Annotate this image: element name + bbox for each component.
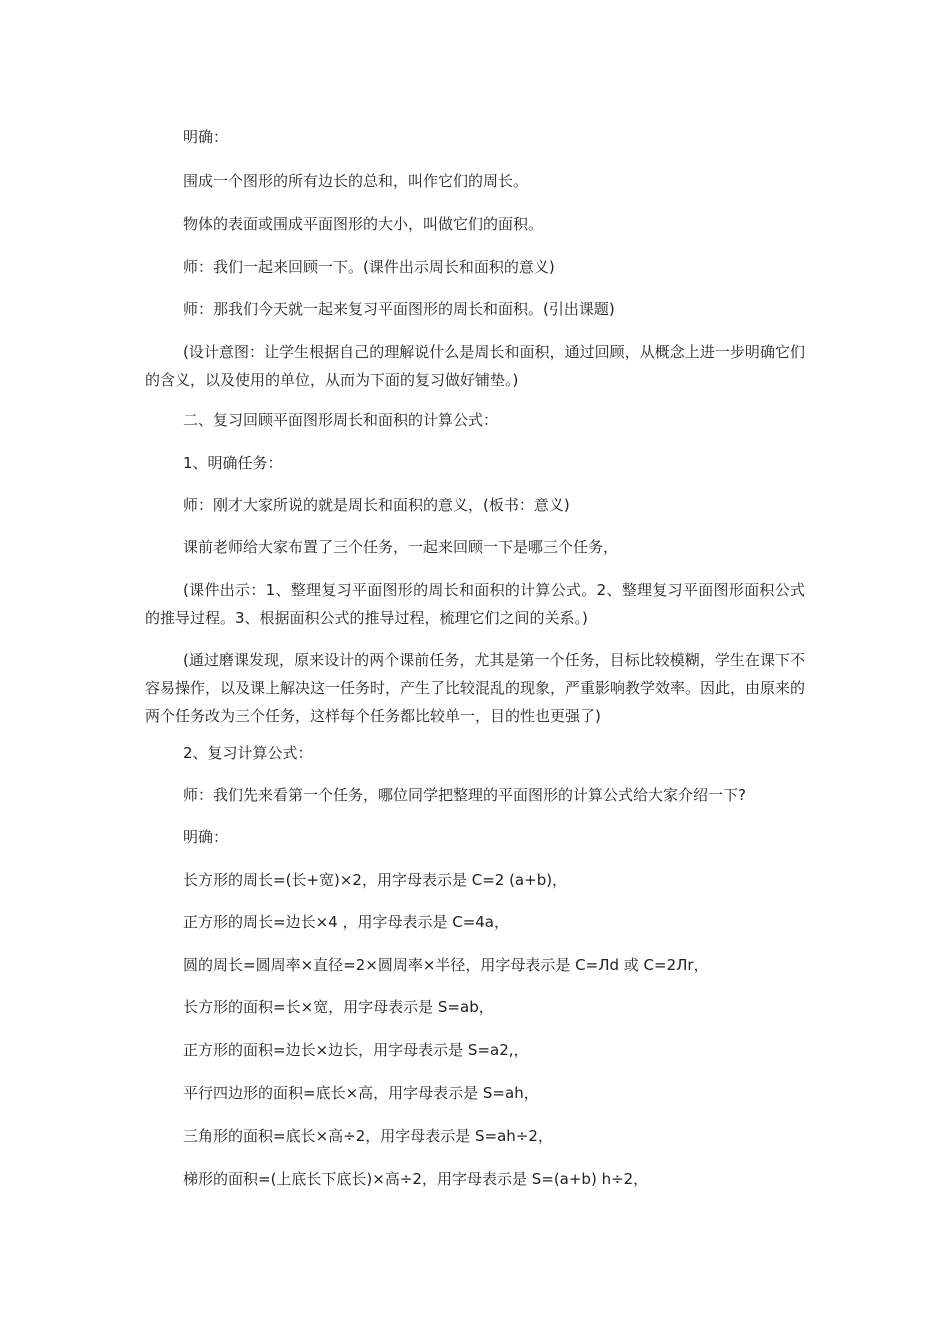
formula-rectangle-perimeter: 长方形的周长=(长+宽)×2，用字母表示是 C=2 (a+b)，: [183, 871, 568, 889]
paragraph-area-definition: 物体的表面或围成平面图形的大小，叫做它们的面积。: [183, 215, 544, 233]
paragraph-teacher-meaning: 师：刚才大家所说的就是周长和面积的意义，(板书：意义): [183, 496, 570, 514]
paragraph-clarify-2: 明确：: [183, 828, 229, 846]
formula-trapezoid-area: 梯形的面积=(上底长下底长)×高÷2，用字母表示是 S=(a+b) h÷2，: [183, 1170, 649, 1188]
formula-square-perimeter: 正方形的周长=边长×4 ，用字母表示是 C=4a，: [183, 913, 509, 931]
subheading-clarify-tasks: 1、明确任务：: [183, 454, 283, 472]
paragraph-clarify-1: 明确：: [183, 128, 229, 146]
paragraph-teacher-topic: 师：那我们今天就一起来复习平面图形的周长和面积。(引出课题): [183, 300, 615, 318]
paragraph-design-intent: (设计意图：让学生根据自己的理解说什么是周长和面积，通过回顾，从概念上进一步明确它们的含义，以及使用的单位，从而为下面的复习做好铺垫。): [145, 343, 805, 389]
formula-square-area: 正方形的面积=边长×边长，用字母表示是 S=a2,，: [183, 1041, 529, 1059]
formula-rectangle-area: 长方形的面积=长×宽，用字母表示是 S=ab，: [183, 998, 494, 1016]
formula-parallelogram-area: 平行四边形的面积=底长×高，用字母表示是 S=ah，: [183, 1084, 539, 1102]
paragraph-courseware-tasks: (课件出示：1、整理复习平面图形的周长和面积的计算公式。2、整理复习平面图形面积公式的推导过程。3、根据面积公式的推导过程，梳理它们之间的关系。): [145, 581, 805, 627]
paragraph-perimeter-definition: 围成一个图形的所有边长的总和，叫作它们的周长。: [183, 172, 529, 190]
paragraph-teacher-review: 师：我们一起来回顾一下。(课件出示周长和面积的意义): [183, 258, 555, 276]
paragraph-lesson-note: (通过磨课发现，原来设计的两个课前任务，尤其是第一个任务，目标比较模糊，学生在课下不容易操作，以及课上解决这一任务时，产生了比较混乱的现象，严重影响教学效率。因此，由原来的两个任务改为三个任务，这样每个任务都比较单一，目的性也更强了): [145, 651, 806, 725]
formula-circle-circumference: 圆的周长=圆周率×直径=2×圆周率×半径，用字母表示是 C=Лd 或 C=2Лr，: [183, 956, 709, 974]
subheading-review-formulas: 2、复习计算公式：: [183, 744, 313, 762]
section-heading-review-formulas: 二、复习回顾平面图形周长和面积的计算公式：: [183, 411, 499, 429]
paragraph-teacher-first-task: 师：我们先来看第一个任务，哪位同学把整理的平面图形的计算公式给大家介绍一下?: [183, 786, 746, 804]
formula-triangle-area: 三角形的面积=底长×高÷2，用字母表示是 S=ah÷2，: [183, 1127, 553, 1145]
paragraph-three-tasks: 课前老师给大家布置了三个任务，一起来回顾一下是哪三个任务，: [183, 538, 619, 556]
